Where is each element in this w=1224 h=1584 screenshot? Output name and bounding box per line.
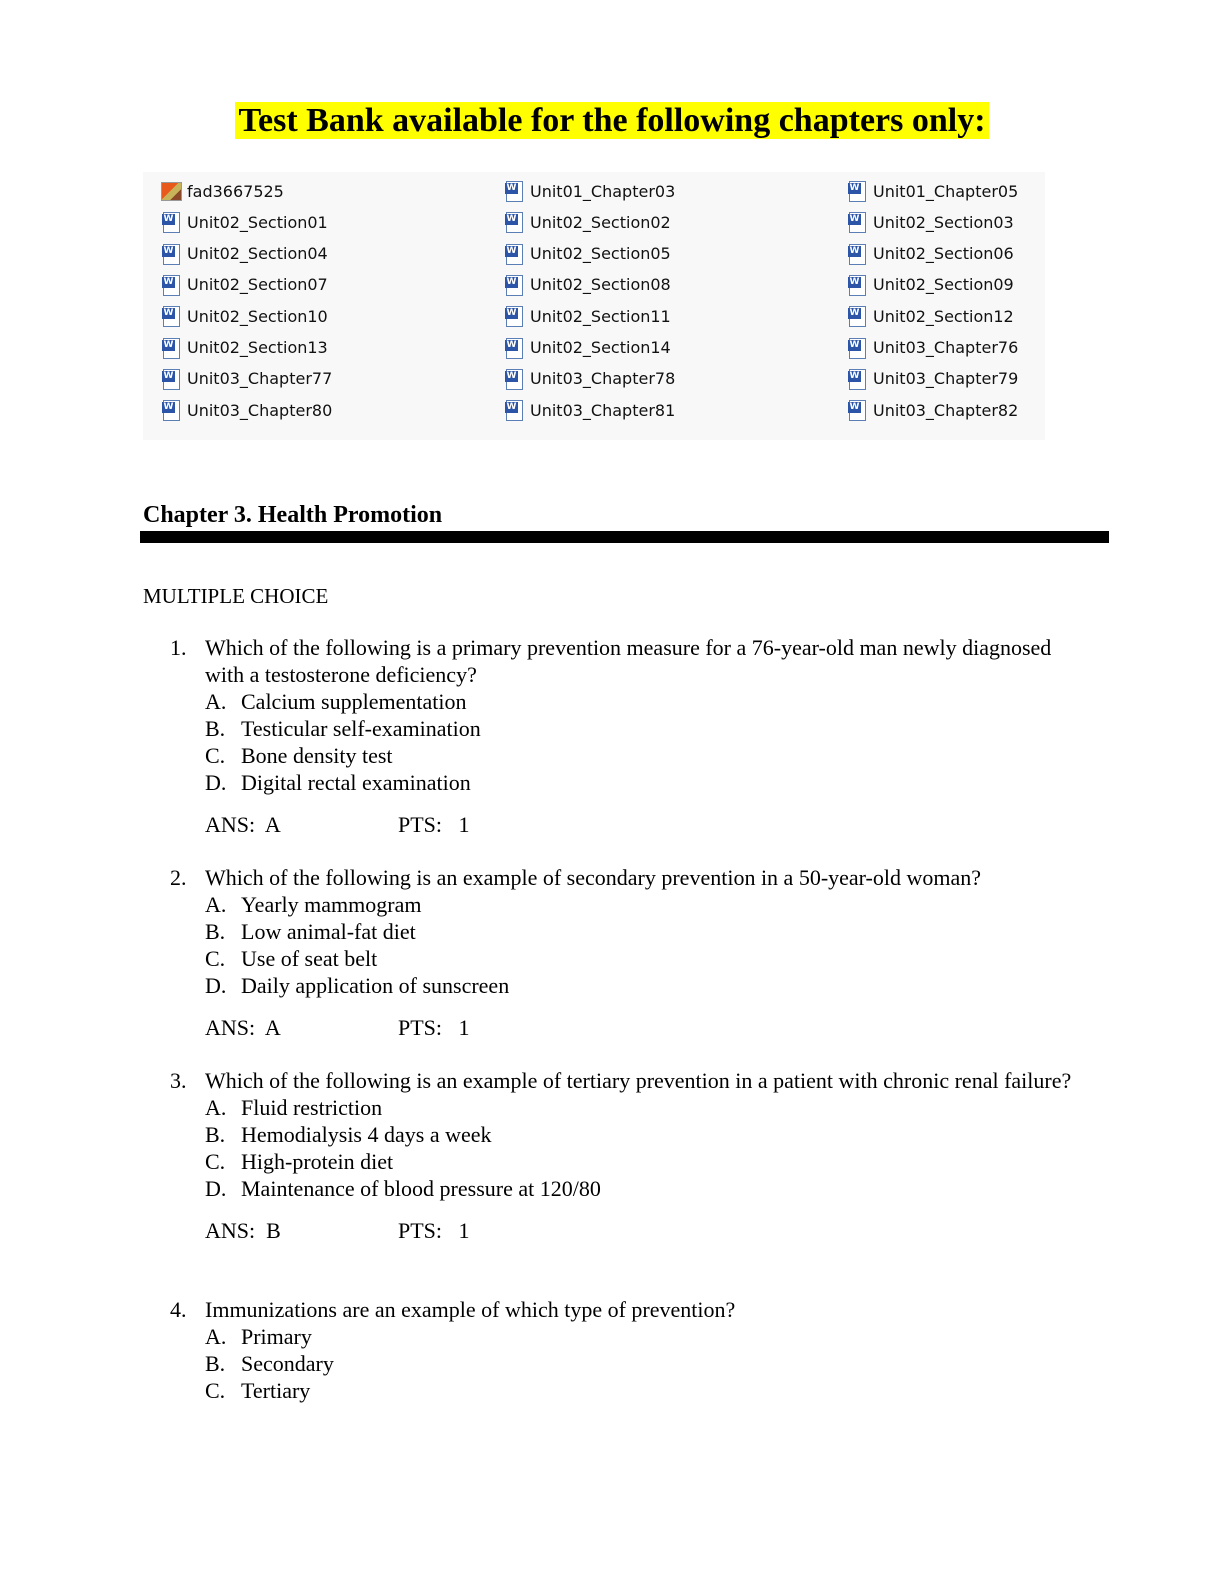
file-name: Unit03_Chapter76 (873, 338, 1019, 357)
file-name: Unit02_Section03 (873, 212, 1014, 232)
answer-option (205, 891, 1090, 918)
option-text: Bone density test (241, 743, 393, 768)
option-text: Calcium supplementation (241, 689, 467, 714)
option-text: Primary (241, 1324, 312, 1349)
option-letter: B. (205, 919, 226, 944)
points: PTS: 1 (398, 1218, 470, 1243)
word-doc-icon (503, 305, 525, 327)
file-list (143, 172, 1045, 440)
answer-option (205, 715, 1090, 742)
word-doc-icon (846, 305, 868, 327)
word-doc-icon (846, 368, 868, 390)
file-name: Unit03_Chapter79 (873, 369, 1019, 389)
file-name: Unit02_Section14 (530, 338, 671, 357)
word-doc-icon (846, 243, 868, 265)
question (170, 634, 1090, 838)
option-letter: A. (205, 892, 227, 917)
option-text: Yearly mammogram (241, 892, 422, 917)
banner-title (0, 100, 1224, 142)
answer-option (205, 1148, 1090, 1175)
file-name: Unit03_Chapter81 (530, 400, 676, 420)
word-doc-icon (846, 337, 868, 359)
option-letter: D. (205, 770, 227, 795)
file-item[interactable] (160, 367, 332, 391)
file-name: Unit02_Section11 (530, 306, 671, 326)
file-item[interactable] (503, 273, 671, 297)
answer-line (205, 1217, 1090, 1244)
option-letter: B. (205, 716, 226, 741)
word-doc-icon (160, 305, 182, 327)
question (170, 864, 1090, 1041)
file-item[interactable] (503, 210, 671, 234)
word-doc-icon (503, 337, 525, 359)
file-item[interactable] (160, 336, 328, 360)
file-item[interactable] (503, 304, 671, 328)
file-name: Unit03_Chapter77 (187, 369, 333, 389)
answer-key: ANS: A (205, 1015, 281, 1040)
option-letter: A. (205, 1324, 227, 1349)
option-text: Secondary (241, 1351, 334, 1376)
question-text: Immunizations are an example of which type of prevention? (205, 1297, 736, 1322)
option-text: Digital rectal examination (241, 770, 471, 795)
word-doc-icon (160, 399, 182, 421)
option-text: Fluid restriction (241, 1095, 383, 1120)
answer-option (205, 1121, 1090, 1148)
answer-option (205, 1175, 1090, 1202)
option-letter: D. (205, 973, 227, 998)
answer-option (205, 945, 1090, 972)
word-doc-icon (846, 211, 868, 233)
option-letter: C. (205, 1149, 226, 1174)
file-item[interactable] (846, 398, 1018, 422)
points: PTS: 1 (398, 1015, 470, 1040)
file-name: Unit02_Section10 (187, 306, 328, 326)
answer-option (205, 769, 1090, 796)
answer-key: ANS: B (205, 1218, 281, 1243)
question-number: 2. (170, 865, 187, 890)
file-name: Unit03_Chapter80 (187, 400, 333, 420)
file-item[interactable] (846, 242, 1014, 266)
file-name: Unit02_Section01 (187, 212, 328, 232)
answer-option (205, 1377, 1090, 1404)
option-text: Hemodialysis 4 days a week (241, 1122, 492, 1147)
answer-line (205, 1014, 1090, 1041)
file-item[interactable] (846, 273, 1014, 297)
option-letter: A. (205, 1095, 227, 1120)
question-text: Which of the following is a primary prevention measure for a 76-year-old man newly diagnosed with a testosterone deficiency? (205, 635, 1052, 687)
answer-option (205, 742, 1090, 769)
word-doc-icon (503, 211, 525, 233)
section-label: MULTIPLE CHOICE (143, 584, 329, 608)
file-name: Unit02_Section07 (187, 275, 328, 295)
file-name: Unit03_Chapter78 (530, 369, 676, 389)
option-text: Use of seat belt (241, 946, 378, 971)
option-letter: A. (205, 689, 227, 714)
option-letter: C. (205, 1378, 226, 1403)
option-letter: D. (205, 1176, 227, 1201)
file-item[interactable] (503, 242, 671, 266)
points: PTS: 1 (398, 812, 470, 837)
file-name: fad3667525 (187, 181, 284, 201)
file-name: Unit01_Chapter03 (530, 181, 676, 201)
answer-option (205, 918, 1090, 945)
file-item[interactable] (160, 304, 328, 328)
file-item[interactable] (160, 179, 284, 203)
word-doc-icon (846, 399, 868, 421)
file-item[interactable] (846, 336, 1018, 360)
word-doc-icon (846, 274, 868, 296)
file-item[interactable] (846, 179, 1018, 203)
file-item[interactable] (503, 179, 675, 203)
file-name: Unit02_Section04 (187, 244, 328, 264)
file-name: Unit02_Section08 (530, 275, 671, 295)
word-doc-icon (160, 368, 182, 390)
answer-key: ANS: A (205, 812, 281, 837)
file-item[interactable] (846, 367, 1018, 391)
file-name: Unit02_Section09 (873, 275, 1014, 295)
file-item[interactable] (503, 367, 675, 391)
option-text: Tertiary (241, 1378, 311, 1403)
file-name: Unit03_Chapter82 (873, 400, 1019, 420)
file-name: Unit01_Chapter05 (873, 181, 1019, 201)
answer-option (205, 972, 1090, 999)
answer-option (205, 1094, 1090, 1121)
option-letter: B. (205, 1122, 226, 1147)
word-doc-icon (160, 243, 182, 265)
question (170, 1067, 1090, 1244)
word-doc-icon (160, 211, 182, 233)
option-letter: B. (205, 1351, 226, 1376)
file-item[interactable] (160, 210, 328, 234)
word-doc-icon (846, 180, 868, 202)
file-item[interactable] (160, 242, 328, 266)
image-file-icon (160, 180, 182, 202)
question-text: Which of the following is an example of tertiary prevention in a patient with chronic renal failure? (205, 1068, 1072, 1093)
answer-line (205, 811, 1090, 838)
file-item[interactable] (503, 336, 671, 360)
word-doc-icon (503, 243, 525, 265)
file-name: Unit02_Section12 (873, 306, 1014, 326)
question-number: 4. (170, 1297, 187, 1322)
chapter-title: Chapter 3. Health Promotion (143, 502, 443, 528)
file-name: Unit02_Section13 (187, 338, 328, 357)
question (170, 1296, 1090, 1404)
word-doc-icon (503, 399, 525, 421)
file-item[interactable] (160, 398, 332, 422)
option-letter: C. (205, 946, 226, 971)
file-item[interactable] (846, 210, 1014, 234)
option-text: Testicular self-examination (241, 716, 481, 741)
answer-option (205, 1350, 1090, 1377)
option-text: High-protein diet (241, 1149, 394, 1174)
banner-title-text: Test Bank available for the following chapters only: (235, 102, 988, 139)
word-doc-icon (503, 274, 525, 296)
file-item[interactable] (503, 398, 675, 422)
word-doc-icon (160, 337, 182, 359)
word-doc-icon (160, 274, 182, 296)
heading-rule (140, 531, 1109, 543)
file-name: Unit02_Section05 (530, 244, 671, 264)
word-doc-icon (503, 180, 525, 202)
option-text: Low animal-fat diet (241, 919, 416, 944)
file-name: Unit02_Section06 (873, 244, 1014, 264)
question-number: 3. (170, 1068, 187, 1093)
word-doc-icon (503, 368, 525, 390)
question-number: 1. (170, 635, 187, 660)
question-text: Which of the following is an example of secondary prevention in a 50-year-old woman? (205, 865, 982, 890)
option-text: Maintenance of blood pressure at 120/80 (241, 1176, 601, 1201)
answer-option (205, 688, 1090, 715)
file-item[interactable] (160, 273, 328, 297)
file-item[interactable] (846, 304, 1014, 328)
answer-option (205, 1323, 1090, 1350)
file-name: Unit02_Section02 (530, 212, 671, 232)
option-text: Daily application of sunscreen (241, 973, 510, 998)
option-letter: C. (205, 743, 226, 768)
